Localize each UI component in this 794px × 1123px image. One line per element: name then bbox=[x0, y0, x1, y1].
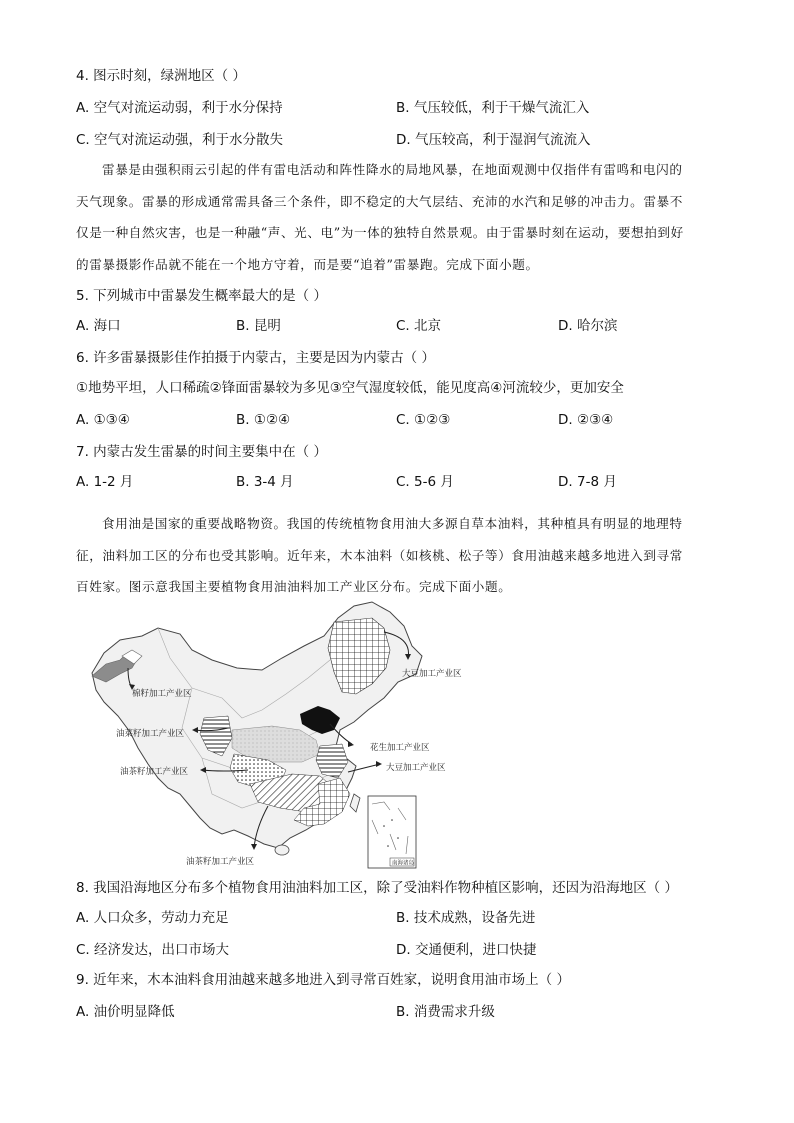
taiwan-island bbox=[350, 794, 360, 812]
q8-option-a: A. 人口众多，劳动力充足 bbox=[76, 910, 229, 926]
label-tea-seed: 油茶籽加工产业区 bbox=[120, 767, 189, 777]
label-soybean-northeast: 大豆加工产业区 bbox=[402, 669, 462, 679]
china-oil-processing-map bbox=[72, 598, 492, 876]
q9-option-b: B. 消费需求升级 bbox=[396, 1004, 495, 1020]
q7-option-d: D. 7-8 月 bbox=[558, 474, 617, 490]
q4-option-d: D. 气压较高，利于湿润气流流入 bbox=[396, 132, 591, 148]
q4-option-b: B. 气压较低，利于干燥气流汇入 bbox=[396, 100, 590, 116]
passage-thunderstorm-line-2: 天气现象。雷暴的形成通常需具备三个条件，即不稳定的大气层结、充沛的水汽和足够的冲击力。雷暴不 bbox=[76, 193, 683, 209]
passage-thunderstorm bbox=[76, 154, 718, 280]
q7-stem: 7. 内蒙古发生雷暴的时间主要集中在（ ） bbox=[76, 444, 327, 460]
q6-option-a: A. ①③④ bbox=[76, 412, 130, 428]
q6-stem: 6. 许多雷暴摄影佳作拍摄于内蒙古，主要是因为内蒙古（ ） bbox=[76, 350, 435, 366]
q6-option-b: B. ①②④ bbox=[236, 412, 291, 428]
q8-option-c: C. 经济发达，出口市场大 bbox=[76, 942, 230, 958]
q4-option-c: C. 空气对流运动强，利于水分散失 bbox=[76, 132, 284, 148]
q5-option-d: D. 哈尔滨 bbox=[558, 318, 618, 334]
q6-statements: ①地势平坦，人口稀疏②锋面雷暴较为多见③空气湿度较低，能见度高④河流较少，更加安全 bbox=[76, 380, 624, 396]
label-rapeseed: 油菜籽加工产业区 bbox=[116, 729, 185, 739]
q6-option-d: D. ②③④ bbox=[558, 412, 614, 428]
q8-stem: 8. 我国沿海地区分布多个植物食用油油料加工区，除了受油料作物种植区影响，还因为沿海地区（ ） bbox=[76, 880, 678, 896]
passage-oil-line-2: 征，油料加工区的分布也受其影响。近年来，木本油料（如核桃、松子等）食用油越来越多地进入到寻常 bbox=[76, 547, 683, 563]
q5-stem: 5. 下列城市中雷暴发生概率最大的是（ ） bbox=[76, 288, 327, 304]
q5-option-a: A. 海口 bbox=[76, 318, 121, 334]
q9-stem: 9. 近年来，木本油料食用油越来越多地进入到寻常百姓家，说明食用油市场上（ ） bbox=[76, 972, 570, 988]
q4-stem: 4. 图示时刻，绿洲地区（ ） bbox=[76, 68, 246, 84]
q5-option-c: C. 北京 bbox=[396, 318, 442, 334]
passage-thunderstorm-line-1: 雷暴是由强积雨云引起的伴有雷电活动和阵性降水的局地风暴，在地面观测中仅指伴有雷鸣和电闪的 bbox=[102, 162, 683, 177]
inset-label: 南海诸岛 bbox=[392, 860, 415, 867]
passage-thunderstorm-line-3: 仅是一种自然灾害，也是一种融“声、光、电”为一体的独特自然景观。由于雷暴时刻在运动，要想拍到好 bbox=[76, 225, 684, 240]
passage-oil-line-1: 食用油是国家的重要战略物资。我国的传统植物食用油大多源自草本油料，其种植具有明显的地理特 bbox=[102, 516, 683, 531]
q9-option-a: A. 油价明显降低 bbox=[76, 1004, 175, 1020]
passage-thunderstorm-line-4: 的雷暴摄影作品就不能在一个地方守着，而是要“追着”雷暴跑。完成下面小题。 bbox=[76, 256, 539, 272]
q7-option-c: C. 5-6 月 bbox=[396, 474, 454, 490]
south-china-sea-inset bbox=[368, 796, 416, 868]
q6-option-c: C. ①②③ bbox=[396, 412, 451, 428]
q7-option-a: A. 1-2 月 bbox=[76, 474, 134, 490]
q5-option-b: B. 昆明 bbox=[236, 318, 281, 334]
passage-oil-line-3: 百姓家。图示意我国主要植物食用油油料加工产业区分布。完成下面小题。 bbox=[76, 579, 512, 594]
q8-option-b: B. 技术成熟，设备先进 bbox=[396, 910, 536, 926]
q4-option-a: A. 空气对流运动弱，利于水分保持 bbox=[76, 100, 283, 116]
label-cotton: 棉籽加工产业区 bbox=[132, 689, 192, 699]
label-peanut: 花生加工产业区 bbox=[370, 743, 430, 753]
label-tea-seed-south: 油茶籽加工产业区 bbox=[186, 857, 255, 867]
q7-option-b: B. 3-4 月 bbox=[236, 474, 294, 490]
hainan-island bbox=[275, 845, 289, 855]
q8-option-d: D. 交通便利，进口快捷 bbox=[396, 942, 537, 958]
label-soybean-east: 大豆加工产业区 bbox=[386, 763, 446, 773]
passage-edible-oil bbox=[76, 508, 718, 603]
